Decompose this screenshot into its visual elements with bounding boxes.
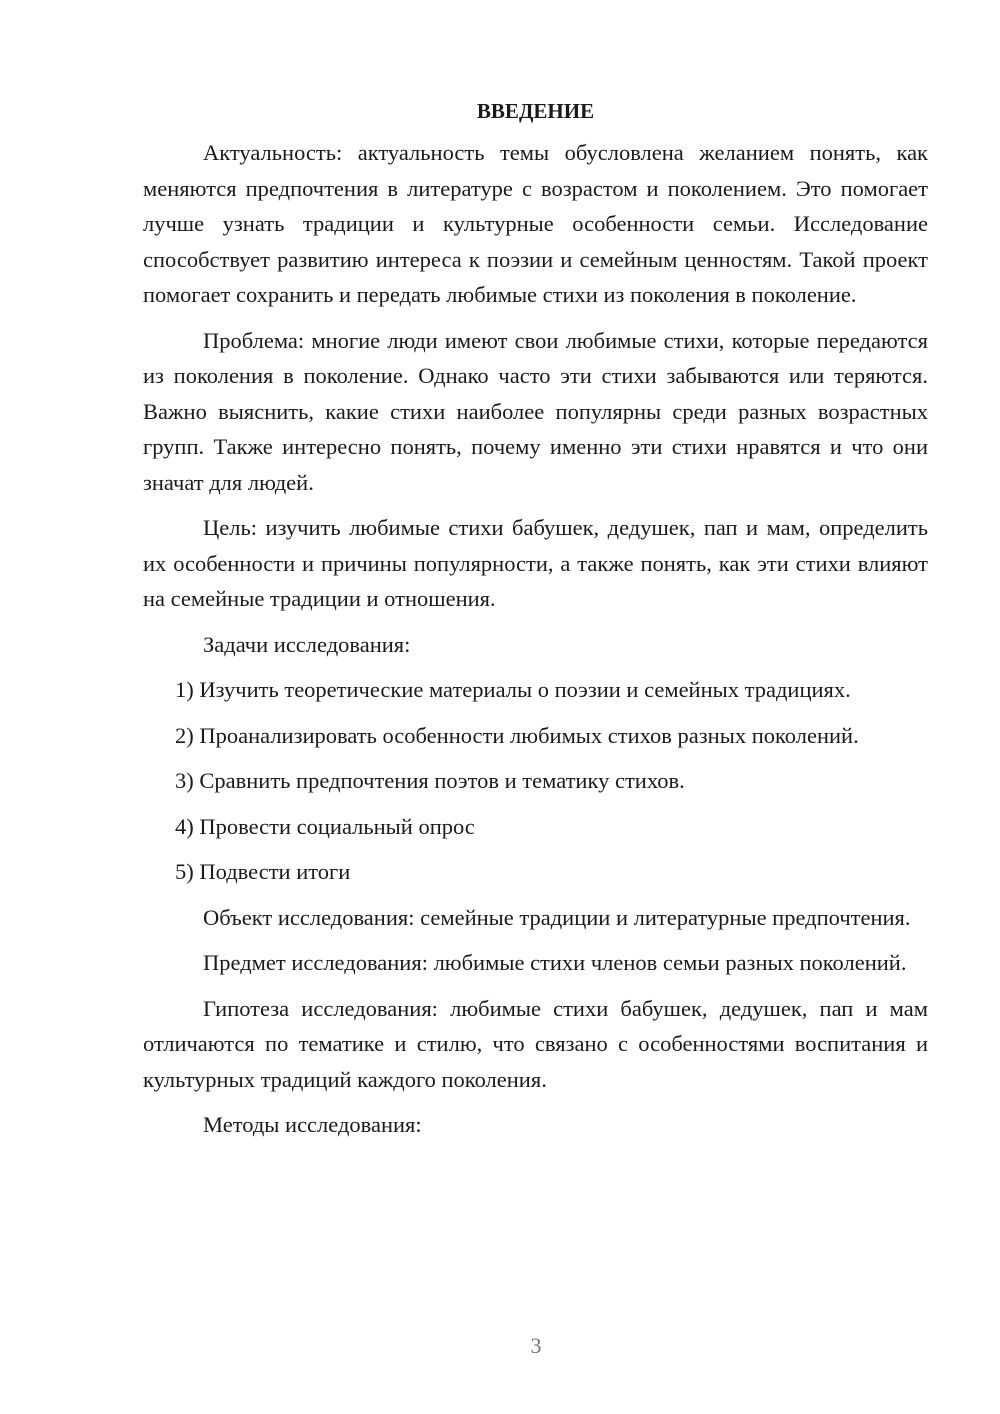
task-item-4: 4) Провести социальный опрос (175, 813, 475, 839)
task-item-1: 1) Изучить теоретические материалы о поэзии и семейных традициях. (175, 677, 851, 702)
goal-paragraph: Цель: изучить любимые стихи бабушек, дедушек, пап и мам, определить их особенности и причины популярности, а также понять, как эти стихи влияют на семейные традиции и отношения. (143, 515, 928, 611)
section-title: ВВЕДЕНИЕ (476, 99, 595, 123)
task-item-2: 2) Проанализировать особенности любимых стихов разных поколений. (175, 722, 859, 748)
page-content (143, 95, 928, 1153)
subject-paragraph: Предмет исследования: любимые стихи членов семьи разных поколений. (203, 950, 907, 975)
task-item-5: 5) Подвести итоги (175, 859, 351, 884)
relevance-paragraph: Актуальность: актуальность темы обусловлена желанием понять, как меняются предпочтения в литературе с возрастом и поколением. Это помогает лучше узнать традиции и культурные особенности семьи. Исследование способствует развитию интереса к поэзии и семейным ценностям. Такой проект помогает сохранить и передать любимые стихи из поколения в поколение. (143, 140, 928, 307)
task-item-3: 3) Сравнить предпочтения поэтов и тематику стихов. (175, 768, 685, 793)
object-paragraph: Объект исследования: семейные традиции и литературные предпочтения. (203, 904, 911, 930)
methods-heading: Методы исследования: (203, 1112, 422, 1137)
page-number: 3 (530, 1333, 542, 1358)
hypothesis-paragraph: Гипотеза исследования: любимые стихи бабушек, дедушек, пап и мам отличаются по тематике и стилю, что связано с особенностями воспитания и культурных традиций каждого поколения. (143, 995, 928, 1092)
tasks-heading: Задачи исследования: (203, 631, 411, 657)
problem-paragraph: Проблема: многие люди имеют свои любимые стихи, которые передаются из поколения в поколение. Однако часто эти стихи забываются или теряются. Важно выяснить, какие стихи наиболее популярны среди разных возрастных групп. Также интересно понять, почему именно эти стихи нравятся и что они значат для людей. (143, 327, 928, 495)
